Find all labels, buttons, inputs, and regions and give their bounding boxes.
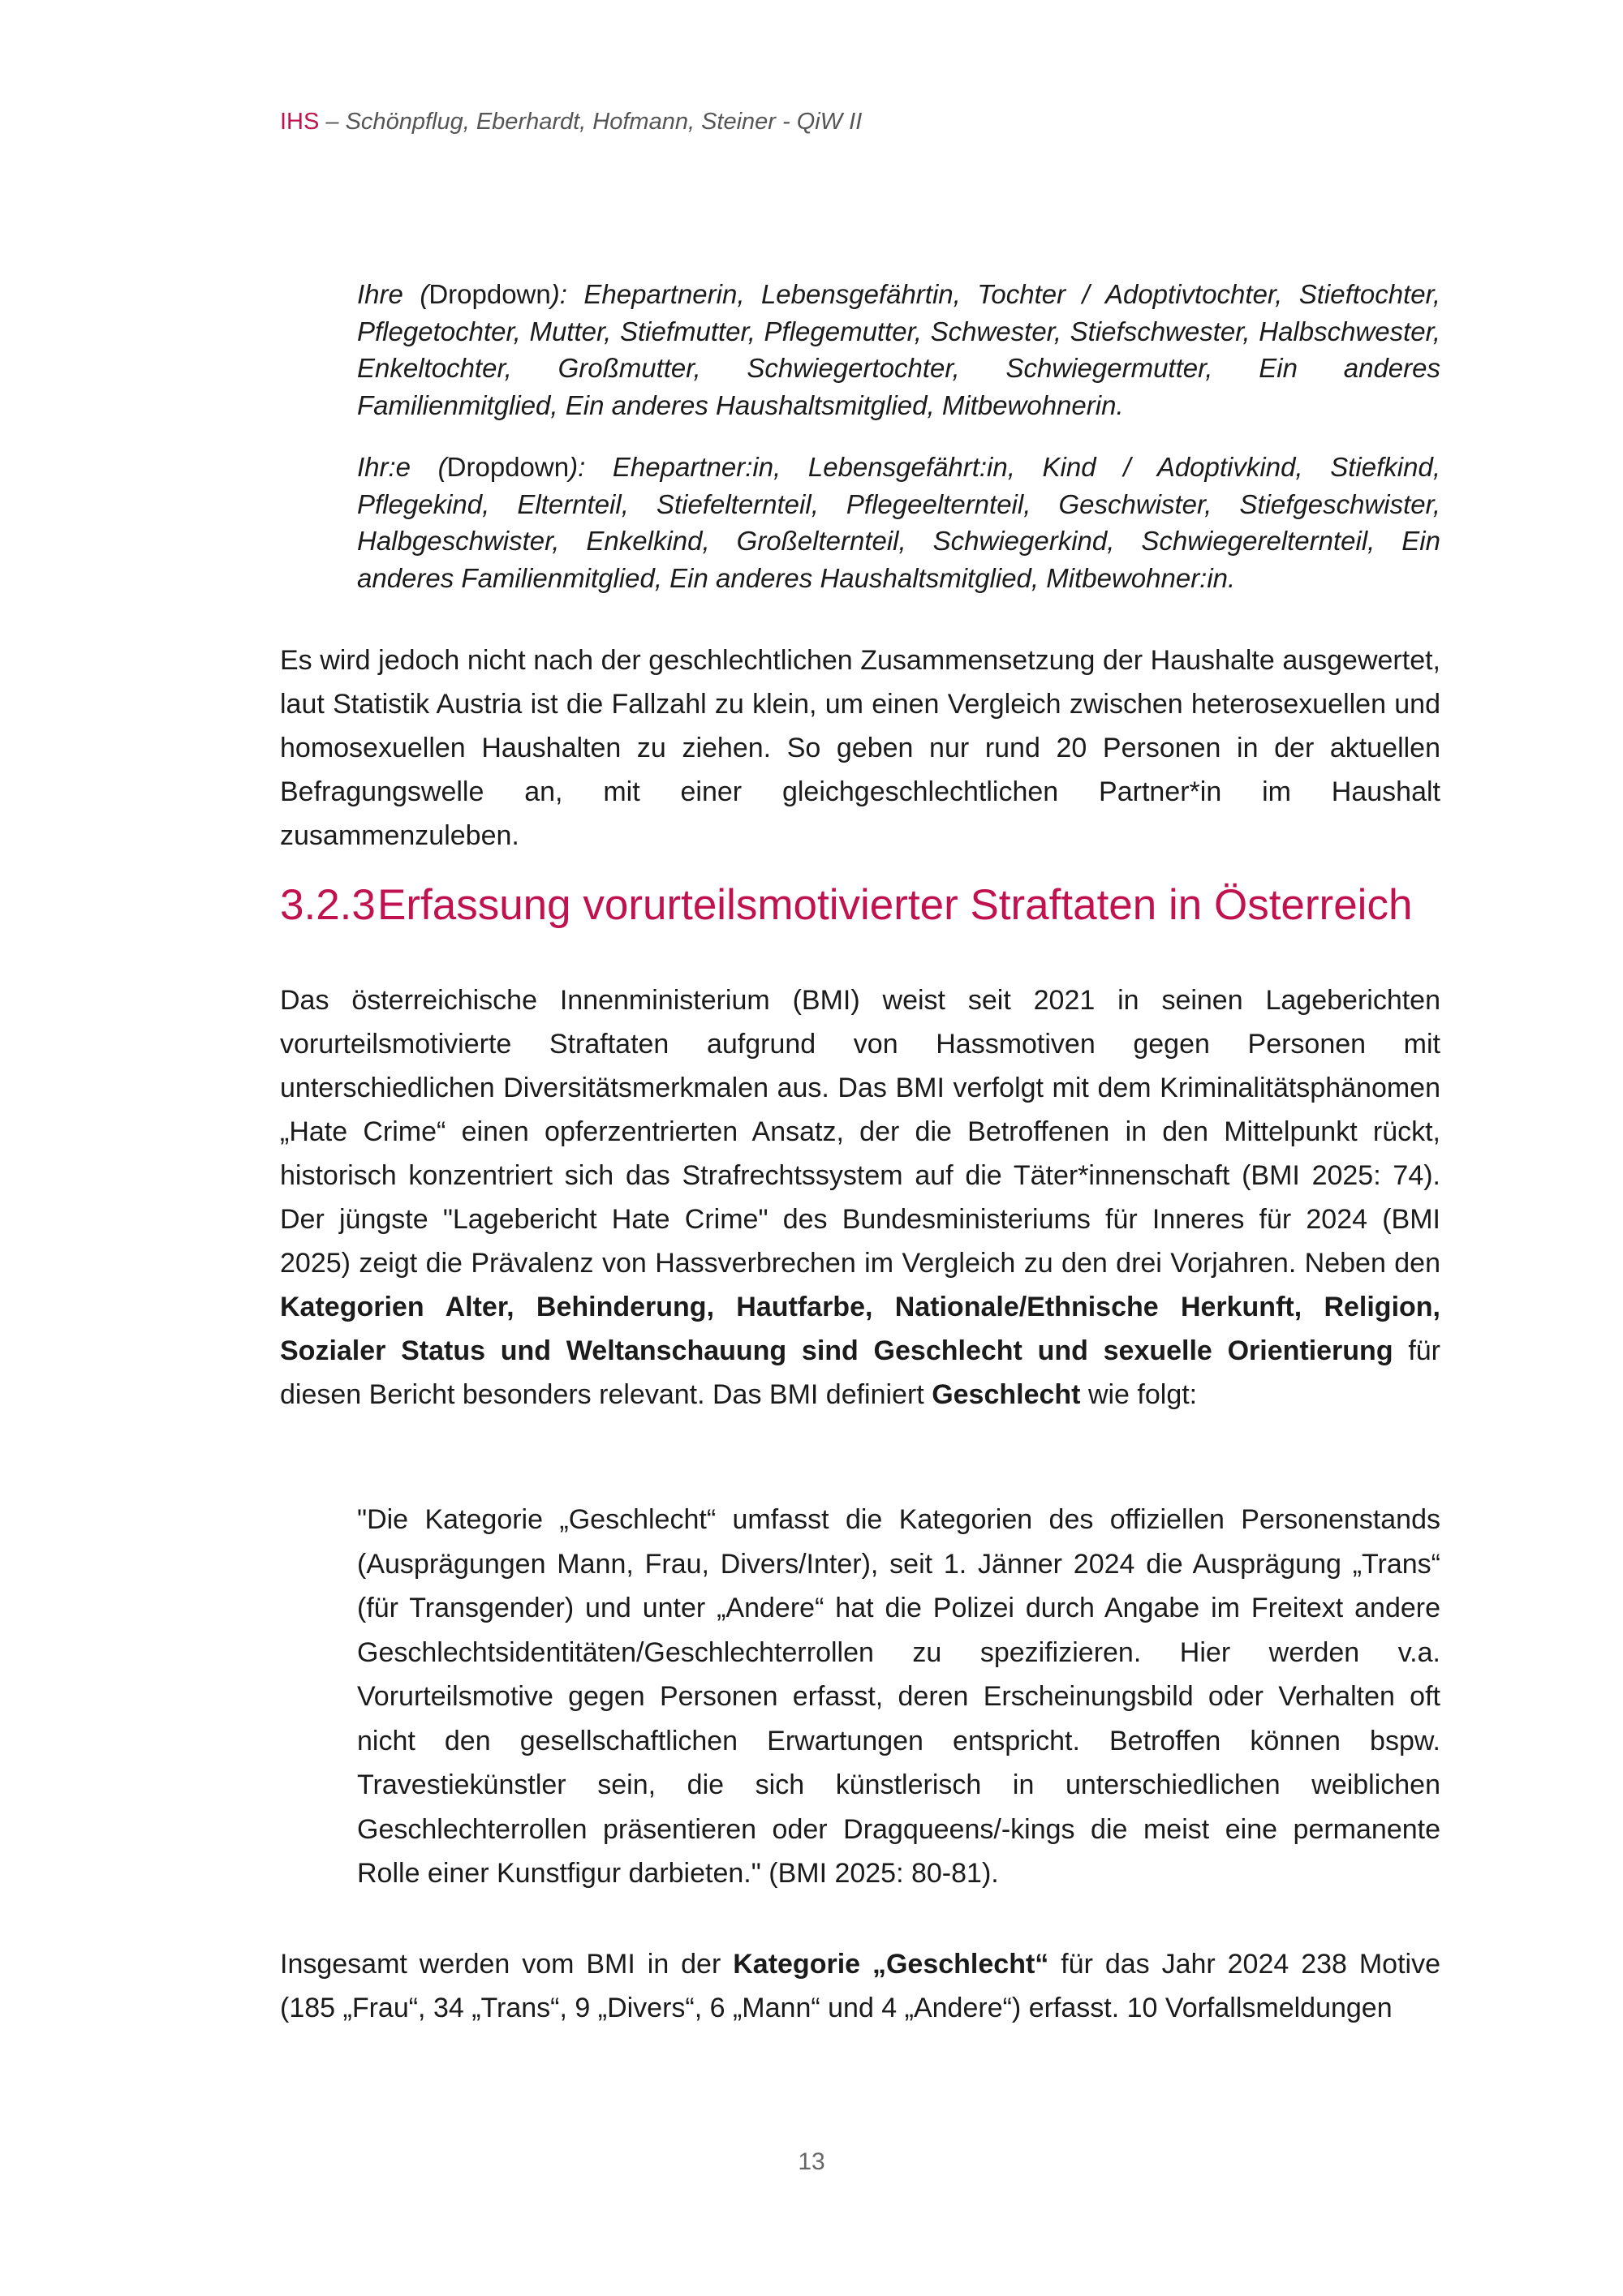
header-separator: – — [319, 109, 346, 135]
header-authors: Schönpflug, Eberhardt, Hofmann, Steiner - QiW II — [345, 109, 863, 135]
paragraph-motives: Insgesamt werden vom BMI in der Kategorie „Geschlecht“ für das Jahr 2024 238 Motive (185 „Frau“, 34 „Trans“, 9 „Divers“, 6 „Mann“ und 4 „Andere“) erfasst. 10 Vorfallsmeldungen — [280, 1949, 1440, 2023]
option-list: Ehepartnerin, Lebensgefährtin, Tochter / Adoptivtochter, Stieftochter, Pflegetochter, Mutter, Stiefmutter, Pflegemutter, Schwester, Stiefschwester, Halbschwester, Enkeltochter, Großmutter, Schwiegertochter, Schwiegermutter, Ein anderes Familienmitglied, Ein anderes Haushaltsmitglied, Mitbewohnerin. — [357, 279, 1440, 420]
option-list: Ehepartner:in, Lebensgefährt:in, Kind / Adoptivkind, Stiefkind, Pflegekind, Elternteil, Stiefelternteil, Pflegeelternteil, Geschwister, Stiefgeschwister, Halbgeschwister, Enkelkind, Großelternteil, Schwiegerkind, Schwiegerelternteil, Ein anderes Familienmitglied, Ein anderes Haushaltsmitglied, Mitbewohner:in. — [357, 452, 1440, 593]
bold-gender: Geschlecht — [932, 1379, 1081, 1410]
block-quote: "Die Kategorie „Geschlecht“ umfasst die Kategorien des offiziellen Personenstands (Ausprägungen Mann, Frau, Divers/Inter), seit 1. Jänner 2024 die Ausprägung „Trans“ (für Transgender) und unter „Andere“ hat die Polizei durch Angabe im Freitext andere Geschlechtsidentitäten/Geschlechterrollen zu spezifizieren. Hier werden v.a. Vorurteilsmotive gegen Personen erfasst, deren Erscheinungsbild oder Verhalten oft nicht den gesellschaftlichen Erwartungen entspricht. Betroffen können bspw. Travestiekünstler sein, die sich künstlerisch in unterschiedlichen weiblichen Geschlechterrollen präsentieren oder Dragqueens/-kings die meist eine permanente Rolle einer Kunstfigur darbieten." (BMI 2025: 80-81). — [357, 1504, 1440, 1889]
section-title: Erfassung vorurteilsmotivierter Straftaten in Österreich — [377, 881, 1413, 929]
bold-categories: Kategorien Alter, Behinderung, Hautfarbe, Nationale/Ethnische Herkunft, Religion, Sozialer Status und Weltanschauung sind Geschlecht und sexuelle Orientierung — [280, 1292, 1440, 1366]
page-number: 13 — [798, 2148, 825, 2175]
section-number: 3.2.3 — [280, 881, 376, 929]
header-brand: IHS — [280, 109, 320, 135]
paragraph-bmi: Das österreichische Innenministerium (BMI) weist seit 2021 in seinen Lageberichten vorurteilsmotivierte Straftaten aufgrund von Hassmotiven gegen Personen mit unterschiedlichen Diversitätsmerkmalen aus. Das BMI verfolgt mit dem Kriminalitätsphänomen „Hate Crime“ einen opferzentrierten Ansatz, der die Betroffenen in den Mittelpunkt rückt, historisch konzentriert sich das Strafrechtssystem auf die Täter*innenschaft (BMI 2025: 74). Der jüngste "Lagebericht Hate Crime" des Bundesministeriums für Inneres für 2024 (BMI 2025) zeigt die Prävalenz von Hassverbrechen im Vergleich zu den drei Vorjahren. Neben den Kategorien Alter, Behinderung, Hautfarbe, Nationale/Ethnische Herkunft, Religion, Sozialer Status und Weltanschauung sind Geschlecht und sexuelle Orientierung für diesen Bericht besonders relevant. Das BMI definiert Geschlecht wie folgt: — [280, 985, 1441, 1410]
running-header — [280, 105, 862, 138]
option-colon: ): — [550, 279, 567, 309]
section-heading — [280, 879, 1412, 931]
option-prefix: Ihre ( — [357, 279, 429, 309]
paragraph-household: Es wird jedoch nicht nach der geschlechtlichen Zusammensetzung der Haushalte ausgewertet, laut Statistik Austria ist die Fallzahl zu klein, um einen Vergleich zwischen heterosexuellen und homosexuellen Haushalten zu ziehen. So geben nur rund 20 Personen in der aktuellen Befragungswelle an, mit einer gleichgeschlechtlichen Partner*in im Haushalt zusammenzuleben. — [280, 645, 1440, 851]
dropdown-label: Dropdown — [446, 452, 570, 482]
bold-category-gender: Kategorie „Geschlecht“ — [733, 1949, 1049, 1980]
dropdown-label: Dropdown — [428, 279, 551, 309]
dropdown-options-neutral — [357, 449, 1440, 596]
option-prefix: Ihr:e ( — [357, 452, 447, 482]
dropdown-options-female — [357, 276, 1440, 424]
option-colon: ): — [569, 452, 586, 482]
